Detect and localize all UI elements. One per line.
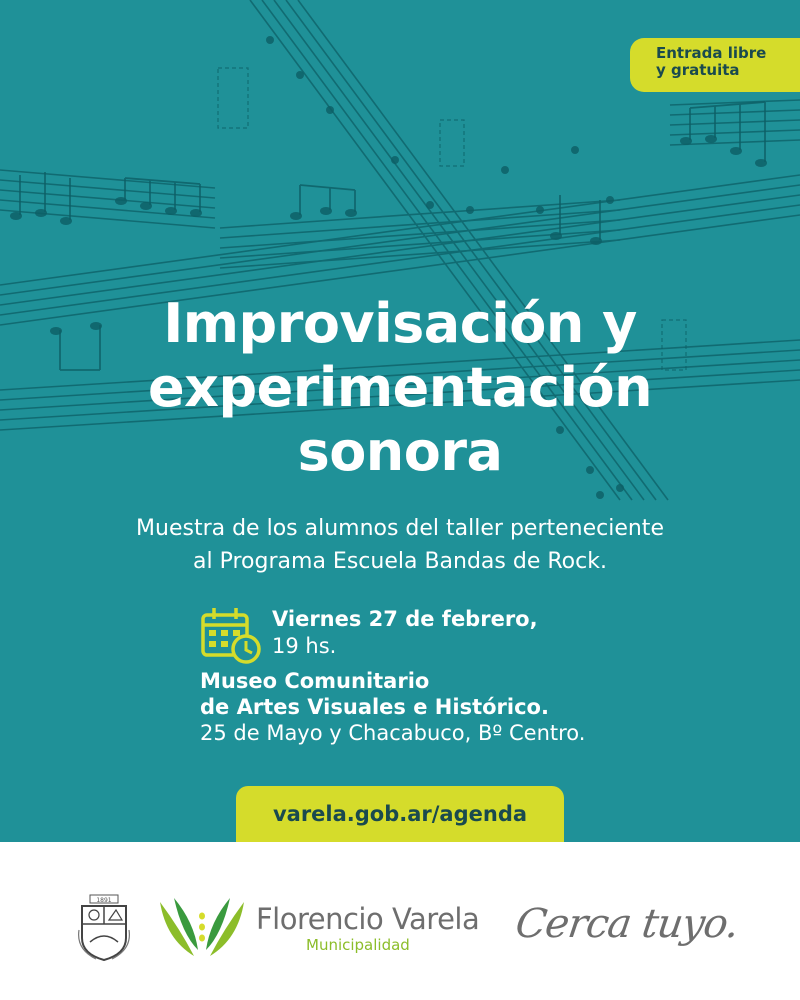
agenda-link[interactable]: varela.gob.ar/agenda <box>236 786 564 842</box>
title-line-1: Improvisación y <box>163 292 637 355</box>
event-datetime <box>272 606 538 660</box>
event-time: 19 hs. <box>272 634 337 658</box>
event-date: Viernes 27 de febrero, <box>272 607 538 631</box>
slogan: Cerca tuyo. <box>512 901 742 947</box>
footer-logos <box>0 842 800 1000</box>
event-venue <box>200 668 585 746</box>
badge-line-2: y gratuita <box>656 61 740 79</box>
title-line-2: experimentación <box>147 356 653 419</box>
description-line-2: al Programa Escuela Bandas de Rock. <box>193 549 607 574</box>
coat-of-arms-icon <box>76 894 132 962</box>
description-line-1: Muestra de los alumnos del taller perteneciente <box>136 516 664 541</box>
venue-address: 25 de Mayo y Chacabuco, Bº Centro. <box>200 721 586 745</box>
event-title <box>0 292 800 484</box>
title-line-3: sonora <box>297 420 503 483</box>
florencio-varela-logo-icon <box>156 894 248 964</box>
venue-name-line-1: Museo Comunitario <box>200 669 430 693</box>
calendar-clock-icon <box>200 606 262 664</box>
event-description <box>0 512 800 578</box>
free-entry-badge <box>630 38 800 92</box>
municipality-name: Florencio Varela <box>256 902 480 936</box>
venue-name-line-2: de Artes Visuales e Histórico. <box>200 695 549 719</box>
badge-line-1: Entrada libre <box>656 44 767 62</box>
crest-year: 1891 <box>96 897 112 904</box>
municipality-label: Municipalidad <box>306 936 410 954</box>
